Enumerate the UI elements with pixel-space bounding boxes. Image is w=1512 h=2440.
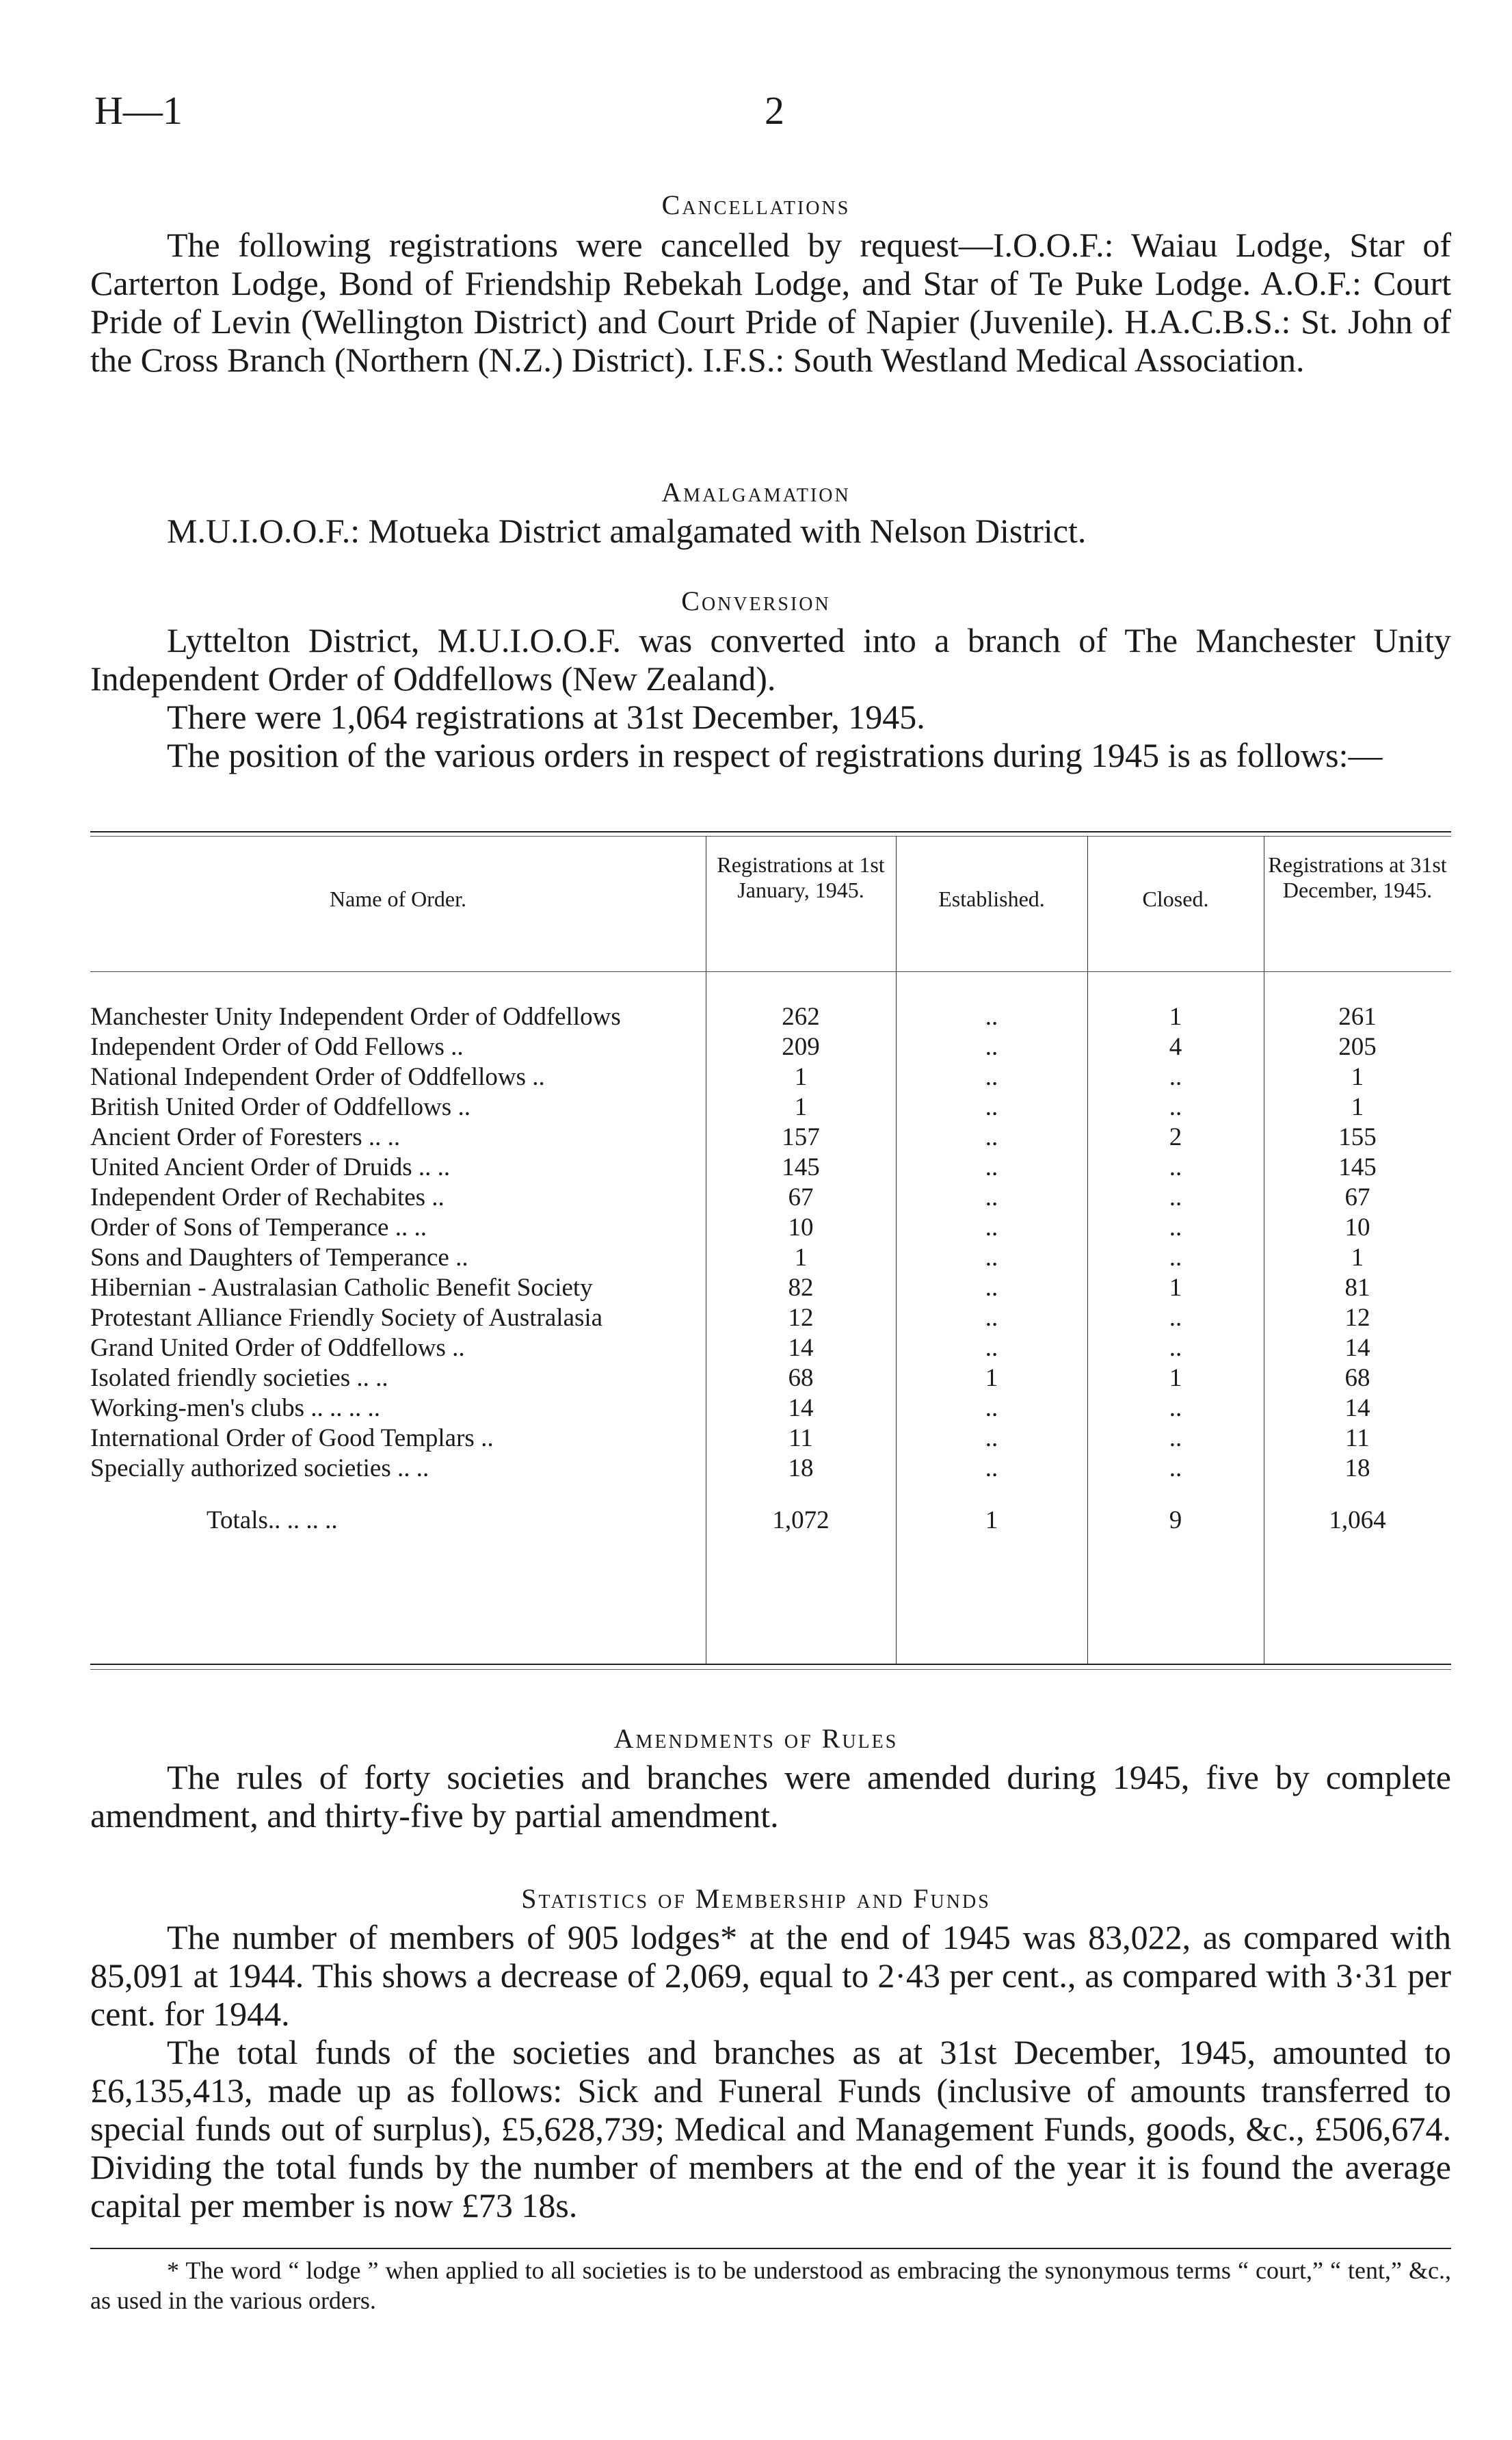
closed-cell: .. <box>1169 1244 1182 1272</box>
established-cell: .. <box>985 1334 998 1362</box>
table-bottom-rule <box>90 1664 1451 1665</box>
registrations-start-cell: 209 <box>782 1033 820 1061</box>
table-row <box>90 1032 1451 1062</box>
table-row <box>90 1002 1451 1032</box>
statistics-heading: Statistics of Membership and Funds <box>521 1883 991 1914</box>
closed-cell: .. <box>1169 1424 1182 1452</box>
order-name: Ancient Order of Foresters .. .. <box>90 1123 401 1151</box>
order-name: United Ancient Order of Druids .. .. <box>90 1153 451 1181</box>
order-name: National Independent Order of Oddfellows .. <box>90 1063 545 1091</box>
registrations-start-cell: 18 <box>788 1454 814 1482</box>
amendments-text: The rules of forty societies and branches were amended during 1945, five by complete amendment, and thirty-five by partial amendment. <box>90 1758 1451 1835</box>
table-row <box>90 1333 1451 1363</box>
table-row <box>90 1273 1451 1303</box>
order-name: Grand United Order of Oddfellows .. <box>90 1334 465 1362</box>
established-cell: .. <box>985 1424 998 1452</box>
closed-cell: 9 <box>1169 1506 1182 1534</box>
established-cell: .. <box>985 1063 998 1091</box>
table-row <box>90 1062 1451 1092</box>
order-name: Working-men's clubs .. .. .. .. <box>90 1394 381 1422</box>
established-cell: .. <box>985 1123 998 1151</box>
established-cell: .. <box>985 1033 998 1061</box>
closed-cell: .. <box>1169 1153 1182 1181</box>
registrations-start-cell: 14 <box>788 1394 814 1422</box>
membership-text: The number of members of 905 lodges* at the end of 1945 was 83,022, as compared with 85,091 at 1944. This shows a decrease of 2,069, equal to 2·43 per cent., as compared with 3·31 per cent. for 1944. <box>90 1918 1451 2033</box>
closed-cell: .. <box>1169 1304 1182 1332</box>
registrations-end-cell: 68 <box>1344 1364 1370 1392</box>
column-header-established: Established. <box>938 887 1045 911</box>
established-cell: 1 <box>985 1506 998 1534</box>
established-cell: .. <box>985 1274 998 1302</box>
order-name: Protestant Alliance Friendly Society of Australasia <box>90 1304 603 1332</box>
registrations-total-text: There were 1,064 registrations at 31st December, 1945. <box>167 698 925 736</box>
established-cell: .. <box>985 1093 998 1121</box>
conversion-heading: Conversion <box>681 586 831 616</box>
closed-cell: 1 <box>1169 1274 1182 1302</box>
closed-cell: 2 <box>1169 1123 1182 1151</box>
conversion-text: Lyttelton District, M.U.I.O.O.F. was converted into a branch of The Manchester Unity Independent Order of Oddfellows (New Zealand). <box>90 621 1451 698</box>
registrations-start-cell: 1 <box>794 1244 808 1272</box>
registrations-start-cell: 82 <box>788 1274 814 1302</box>
column-header-registrations-end: Registrations at 31st December, 1945. <box>1268 852 1447 902</box>
table-top-rule <box>90 831 1451 832</box>
cancellations-heading: Cancellations <box>661 189 851 220</box>
table-row <box>90 1393 1451 1424</box>
registrations-start-cell: 262 <box>782 1003 820 1031</box>
amendments-heading: Amendments of Rules <box>613 1723 899 1754</box>
established-cell: .. <box>985 1244 998 1272</box>
order-name: Independent Order of Odd Fellows .. <box>90 1033 464 1061</box>
table-row <box>90 1153 1451 1183</box>
closed-cell: .. <box>1169 1214 1182 1242</box>
table-row <box>90 1303 1451 1333</box>
established-cell: .. <box>985 1454 998 1482</box>
closed-cell: .. <box>1169 1093 1182 1121</box>
registrations-start-cell: 1 <box>794 1093 808 1121</box>
table-row <box>90 1183 1451 1213</box>
registrations-start-cell: 145 <box>782 1153 820 1181</box>
table-row <box>90 1424 1451 1454</box>
page-number: 2 <box>765 88 784 133</box>
established-cell: 1 <box>985 1364 998 1392</box>
registrations-start-cell: 1,072 <box>772 1506 830 1534</box>
registrations-start-cell: 1 <box>794 1063 808 1091</box>
registrations-end-cell: 1 <box>1351 1093 1364 1121</box>
column-header-name: Name of Order. <box>330 887 466 911</box>
cancellations-text: The following registrations were cancelled by request—I.O.O.F.: Waiau Lodge, Star of Carterton Lodge, Bond of Friendship Rebekah Lodge, and Star of Te Puke Lodge. A.O.F.: Court Pride of Levin (Wellington District) and Court Pride of Napier (Juvenile). H.A.C.B.S.: St. John of the Cross Branch (Northern (N.Z.) District). I.F.S.: South Westland Medical Association. <box>90 226 1451 379</box>
order-name: Hibernian - Australasian Catholic Benefit Society <box>90 1274 593 1302</box>
registrations-end-cell: 1 <box>1351 1063 1364 1091</box>
established-cell: .. <box>985 1183 998 1211</box>
order-name: Sons and Daughters of Temperance .. <box>90 1244 468 1272</box>
closed-cell: .. <box>1169 1454 1182 1482</box>
table-row <box>90 1243 1451 1273</box>
table-row <box>90 1123 1451 1153</box>
order-name: Manchester Unity Independent Order of Oddfellows <box>90 1003 621 1031</box>
registrations-start-cell: 67 <box>788 1183 814 1211</box>
established-cell: .. <box>985 1153 998 1181</box>
table-row <box>90 1363 1451 1393</box>
closed-cell: .. <box>1169 1183 1182 1211</box>
registrations-end-cell: 14 <box>1344 1334 1370 1362</box>
order-name: Specially authorized societies .. .. <box>90 1454 429 1482</box>
document-reference: H—1 <box>94 88 183 133</box>
registrations-end-cell: 11 <box>1345 1424 1370 1452</box>
established-cell: .. <box>985 1214 998 1242</box>
registrations-end-cell: 12 <box>1344 1304 1370 1332</box>
column-header-closed: Closed. <box>1142 887 1209 911</box>
registrations-end-cell: 205 <box>1338 1033 1377 1061</box>
registrations-end-cell: 81 <box>1344 1274 1370 1302</box>
closed-cell: .. <box>1169 1334 1182 1362</box>
registrations-end-cell: 145 <box>1338 1153 1377 1181</box>
table-body <box>90 1002 1451 1536</box>
registrations-end-cell: 261 <box>1338 1003 1377 1031</box>
totals-label: Totals.. .. .. .. <box>207 1506 338 1534</box>
table-bottom-rule-inner <box>90 1669 1451 1670</box>
closed-cell: .. <box>1169 1063 1182 1091</box>
registrations-end-cell: 14 <box>1344 1394 1370 1422</box>
closed-cell: 4 <box>1169 1033 1182 1061</box>
order-name: British United Order of Oddfellows .. <box>90 1093 470 1121</box>
registrations-end-cell: 155 <box>1338 1123 1377 1151</box>
table-row <box>90 1454 1451 1484</box>
column-header-registrations-start: Registrations at 1st January, 1945. <box>717 852 885 902</box>
established-cell: .. <box>985 1003 998 1031</box>
order-name: International Order of Good Templars .. <box>90 1424 494 1452</box>
established-cell: .. <box>985 1304 998 1332</box>
table-row <box>90 1092 1451 1123</box>
closed-cell: .. <box>1169 1394 1182 1422</box>
amalgamation-text: M.U.I.O.O.F.: Motueka District amalgamated with Nelson District. <box>167 512 1087 550</box>
registrations-end-cell: 18 <box>1344 1454 1370 1482</box>
established-cell: .. <box>985 1394 998 1422</box>
registrations-start-cell: 68 <box>788 1364 814 1392</box>
totals-row <box>90 1506 1451 1536</box>
registrations-start-cell: 11 <box>788 1424 813 1452</box>
registrations-end-cell: 1,064 <box>1329 1506 1386 1534</box>
footnote: * The word “ lodge ” when applied to all societies is to be understood as embracing the synonymous terms “ court,” “ tent,” &c., as used in the various orders. <box>90 2257 1451 2314</box>
closed-cell: 1 <box>1169 1364 1182 1392</box>
registrations-end-cell: 10 <box>1344 1214 1370 1242</box>
table-top-rule-inner <box>90 836 1451 837</box>
table-header-rule <box>90 971 1451 972</box>
footnote-rule <box>90 2248 1451 2249</box>
amalgamation-heading: Amalgamation <box>661 477 851 508</box>
position-intro-text: The position of the various orders in respect of registrations during 1945 is as follows:— <box>167 736 1383 774</box>
registrations-end-cell: 67 <box>1344 1183 1370 1211</box>
order-name: Isolated friendly societies .. .. <box>90 1364 388 1392</box>
order-name: Independent Order of Rechabites .. <box>90 1183 445 1211</box>
table-row <box>90 1213 1451 1243</box>
registrations-start-cell: 157 <box>782 1123 820 1151</box>
closed-cell: 1 <box>1169 1003 1182 1031</box>
registrations-start-cell: 14 <box>788 1334 814 1362</box>
registrations-start-cell: 10 <box>788 1214 814 1242</box>
registrations-end-cell: 1 <box>1351 1244 1364 1272</box>
order-name: Order of Sons of Temperance .. .. <box>90 1214 427 1242</box>
registrations-start-cell: 12 <box>788 1304 814 1332</box>
funds-text: The total funds of the societies and branches as at 31st December, 1945, amounted to £6,135,413, made up as follows: Sick and Funeral Funds (inclusive of amounts transferred to special funds out of surplus), £5,628,739; Medical and Management Funds, goods, &c., £506,674. Dividing the total funds by the number of members at the end of the year it is found the average capital per member is now £73 18s. <box>90 2033 1451 2225</box>
